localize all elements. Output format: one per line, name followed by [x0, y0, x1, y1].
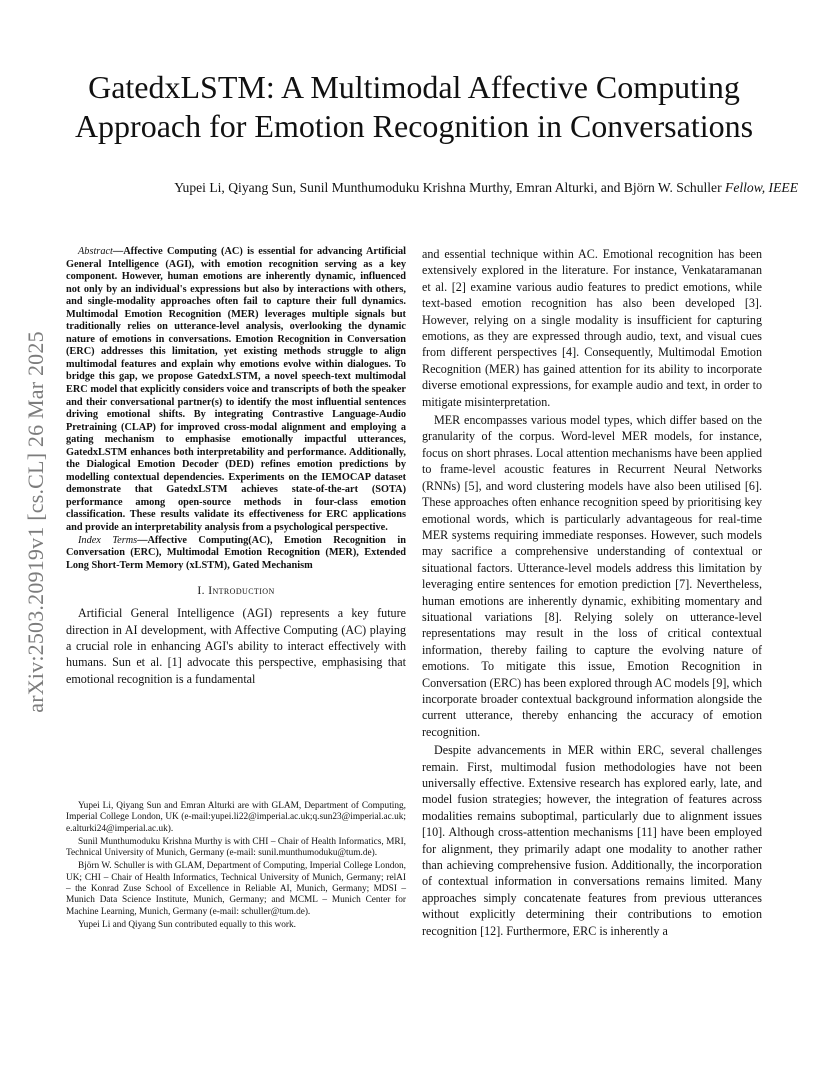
intro-paragraph: Artificial General Intelligence (AGI) represents a key future direction in AI development, with Affective Computing (AC) playing a crucial role in enhancing AGI's ability to interact effectively with humans. Sun et al. [1] advocate this perspective, emphasising that emotional recognition is a fundamental: [66, 606, 406, 686]
footnote-equal-contribution: Yupei Li and Qiyang Sun contributed equally to this work.: [78, 919, 296, 930]
abstract-label: Abstract: [78, 246, 113, 257]
arxiv-identifier-stamp[interactable]: arXiv:2503.20919v1 [cs.CL] 26 Mar 2025: [23, 331, 48, 713]
index-terms-label: Index Terms: [78, 534, 138, 546]
body-paragraph: Despite advancements in MER within ERC, several challenges remain. First, multimodal fusion methodologies have not been universally effective. Extensive research has explored early, late, and model fusion strategies; however, the integration of features across modalities remains suboptimal, particularly due to alignment issues [10]. Although cross-attention mechanisms [11] have been employed for alignment, they primarily adapt one modality to another rather than achieving comprehensive fusion. Additionally, the incorporation of contextual information in conversations remains limited. Many approaches simply concatenate features from previous utterances without explicitly determining their contributions to emotion recognition [12]. Furthermore, ERC is inherently a: [422, 743, 762, 938]
index-terms: [66, 535, 406, 573]
footnote-affiliation-chi: Sunil Munthumoduku Krishna Murthy is with CHI – Chair of Health Informatics, MRI, Technical University of Munich, Germany (e-mail: sunil.munthumoduku@tum.de).: [66, 836, 406, 859]
body-paragraph: and essential technique within AC. Emotional recognition has been extensively explored in the literature. For instance, Venkataramanan et al. [2] examine various audio features to predict emotions, while text-based emotion recognition has also been developed [3]. However, relying on a single modality is insufficient for capturing emotions, as they are expressed through audio, text, and visual cues from different perspectives [4]. Consequently, Multimodal Emotion Recognition (MER) has gained attention for its ability to incorporate diverse emotional expressions, for example audio and text, in order to mitigate misinterpretation.: [422, 247, 762, 409]
paper-title: GatedxLSTM: A Multimodal Affective Computing Approach for Emotion Recognition in Conversations: [74, 69, 754, 144]
footnote-affiliation-schuller: Björn W. Schuller is with GLAM, Department of Computing, Imperial College London, UK; CHI – Chair of Health Informatics, Technical University of Munich, Germany; relAI – the Konrad Zuse School of Excellence in Reliable AI, Munich, Germany; MDSI – Munich Data Science Institute, Munich, Germany; and MCML – Munich Center for Machine Learning, Munich, Germany (e-mail: schuller@tum.de).: [66, 861, 406, 917]
section-heading-introduction: I. Introduction: [197, 584, 275, 598]
abstract: [66, 246, 406, 535]
footnote-affiliation-glam: Yupei Li, Qiyang Sun and Emran Alturki are with GLAM, Department of Computing, Imperial College London, UK (e-mail:yupei.li22@imperial.ac.uk;q.sun23@imperial.ac.uk; e.alturki24@imperial.ac.uk).: [66, 801, 406, 834]
author-names: Yupei Li, Qiyang Sun, Sunil Munthumoduku Krishna Murthy, Emran Alturki, and Björn W. Schuller: [174, 180, 722, 195]
abstract-text: —Affective Computing (AC) is essential for advancing Artificial General Intelligence (AGI), with emotion recognition serving as a key component. However, human emotions are inherently dynamic, influenced not only by an individual's expressions but also by interactions with others, and single-modality approaches often fail to capture their full dynamics. Multimodal Emotion Recognition (MER) leverages multiple signals but traditionally relies on utterance-level analysis, overlooking the dynamic nature of emotions in conversations. Emotion Recognition in Conversation (ERC) addresses this limitation, yet existing methods struggle to align multimodal features and explain why emotions evolve within dialogues. To bridge this gap, we propose GatedxLSTM, a novel speech-text multimodal ERC model that explicitly considers voice and transcripts of both the speaker and their conversational partner(s) to identify the most influential sentences driving emotional shifts. By integrating Contrastive Language-Audio Pretraining (CLAP) for improved cross-modal alignment and employing a gating mechanism to emphasise emotionally impactful utterances, GatedxLSTM enhances both interpretability and performance. Additionally, the Dialogical Emotion Decoder (DED) refines emotion predictions by modelling contextual dependencies. Experiments on the IEMOCAP dataset demonstrate that GatedxLSTM achieves state-of-the-art (SOTA) performance among open-source methods in four-class emotion classification. These results validate its effectiveness for ERC applications and provide an interpretability analysis from a psychological perspective.: [66, 246, 406, 534]
index-terms-text: —Affective Computing(AC), Emotion Recognition in Conversation (ERC), Multimodal Emotion Recognition (MER), Extended Long Short-Term Memory (xLSTM), Gated Mechanism: [66, 534, 407, 571]
footnotes: [66, 801, 406, 933]
author-list: [30, 180, 798, 196]
author-title: Fellow, IEEE: [725, 180, 798, 195]
left-column: [66, 246, 406, 687]
body-paragraph: MER encompasses various model types, which differ based on the granularity of the corpus. Word-level MER models, for instance, focus on short phrases. Local attention mechanisms have been applied to frame-level acoustic features in Recurrent Neural Networks (RNNs) [5], and word clustering models have also been utilised [6]. These approaches often enhance recognition speed by prioritising key emotional words, which is particularly advantageous for real-time MER systems requiring immediate responses. However, such models may sacrifice a comprehensive understanding of contextual or situational factors. Utterance-level models address this limitation by leveraging entire sentences for emotion prediction [7]. Nevertheless, human emotions are inherently dynamic, exhibiting momentary and situational variations [8]. Relying solely on utterance-level representations may result in the loss of critical contextual information, thereby failing to capture the evolving nature of emotions. To mitigate this issue, Emotion Recognition in Conversation (ERC) has been explored through AC models [9], which incorporate broader contextual background information alongside the current utterance, thereby enhancing the accuracy of emotion recognition.: [422, 413, 762, 739]
right-column: [422, 246, 762, 939]
